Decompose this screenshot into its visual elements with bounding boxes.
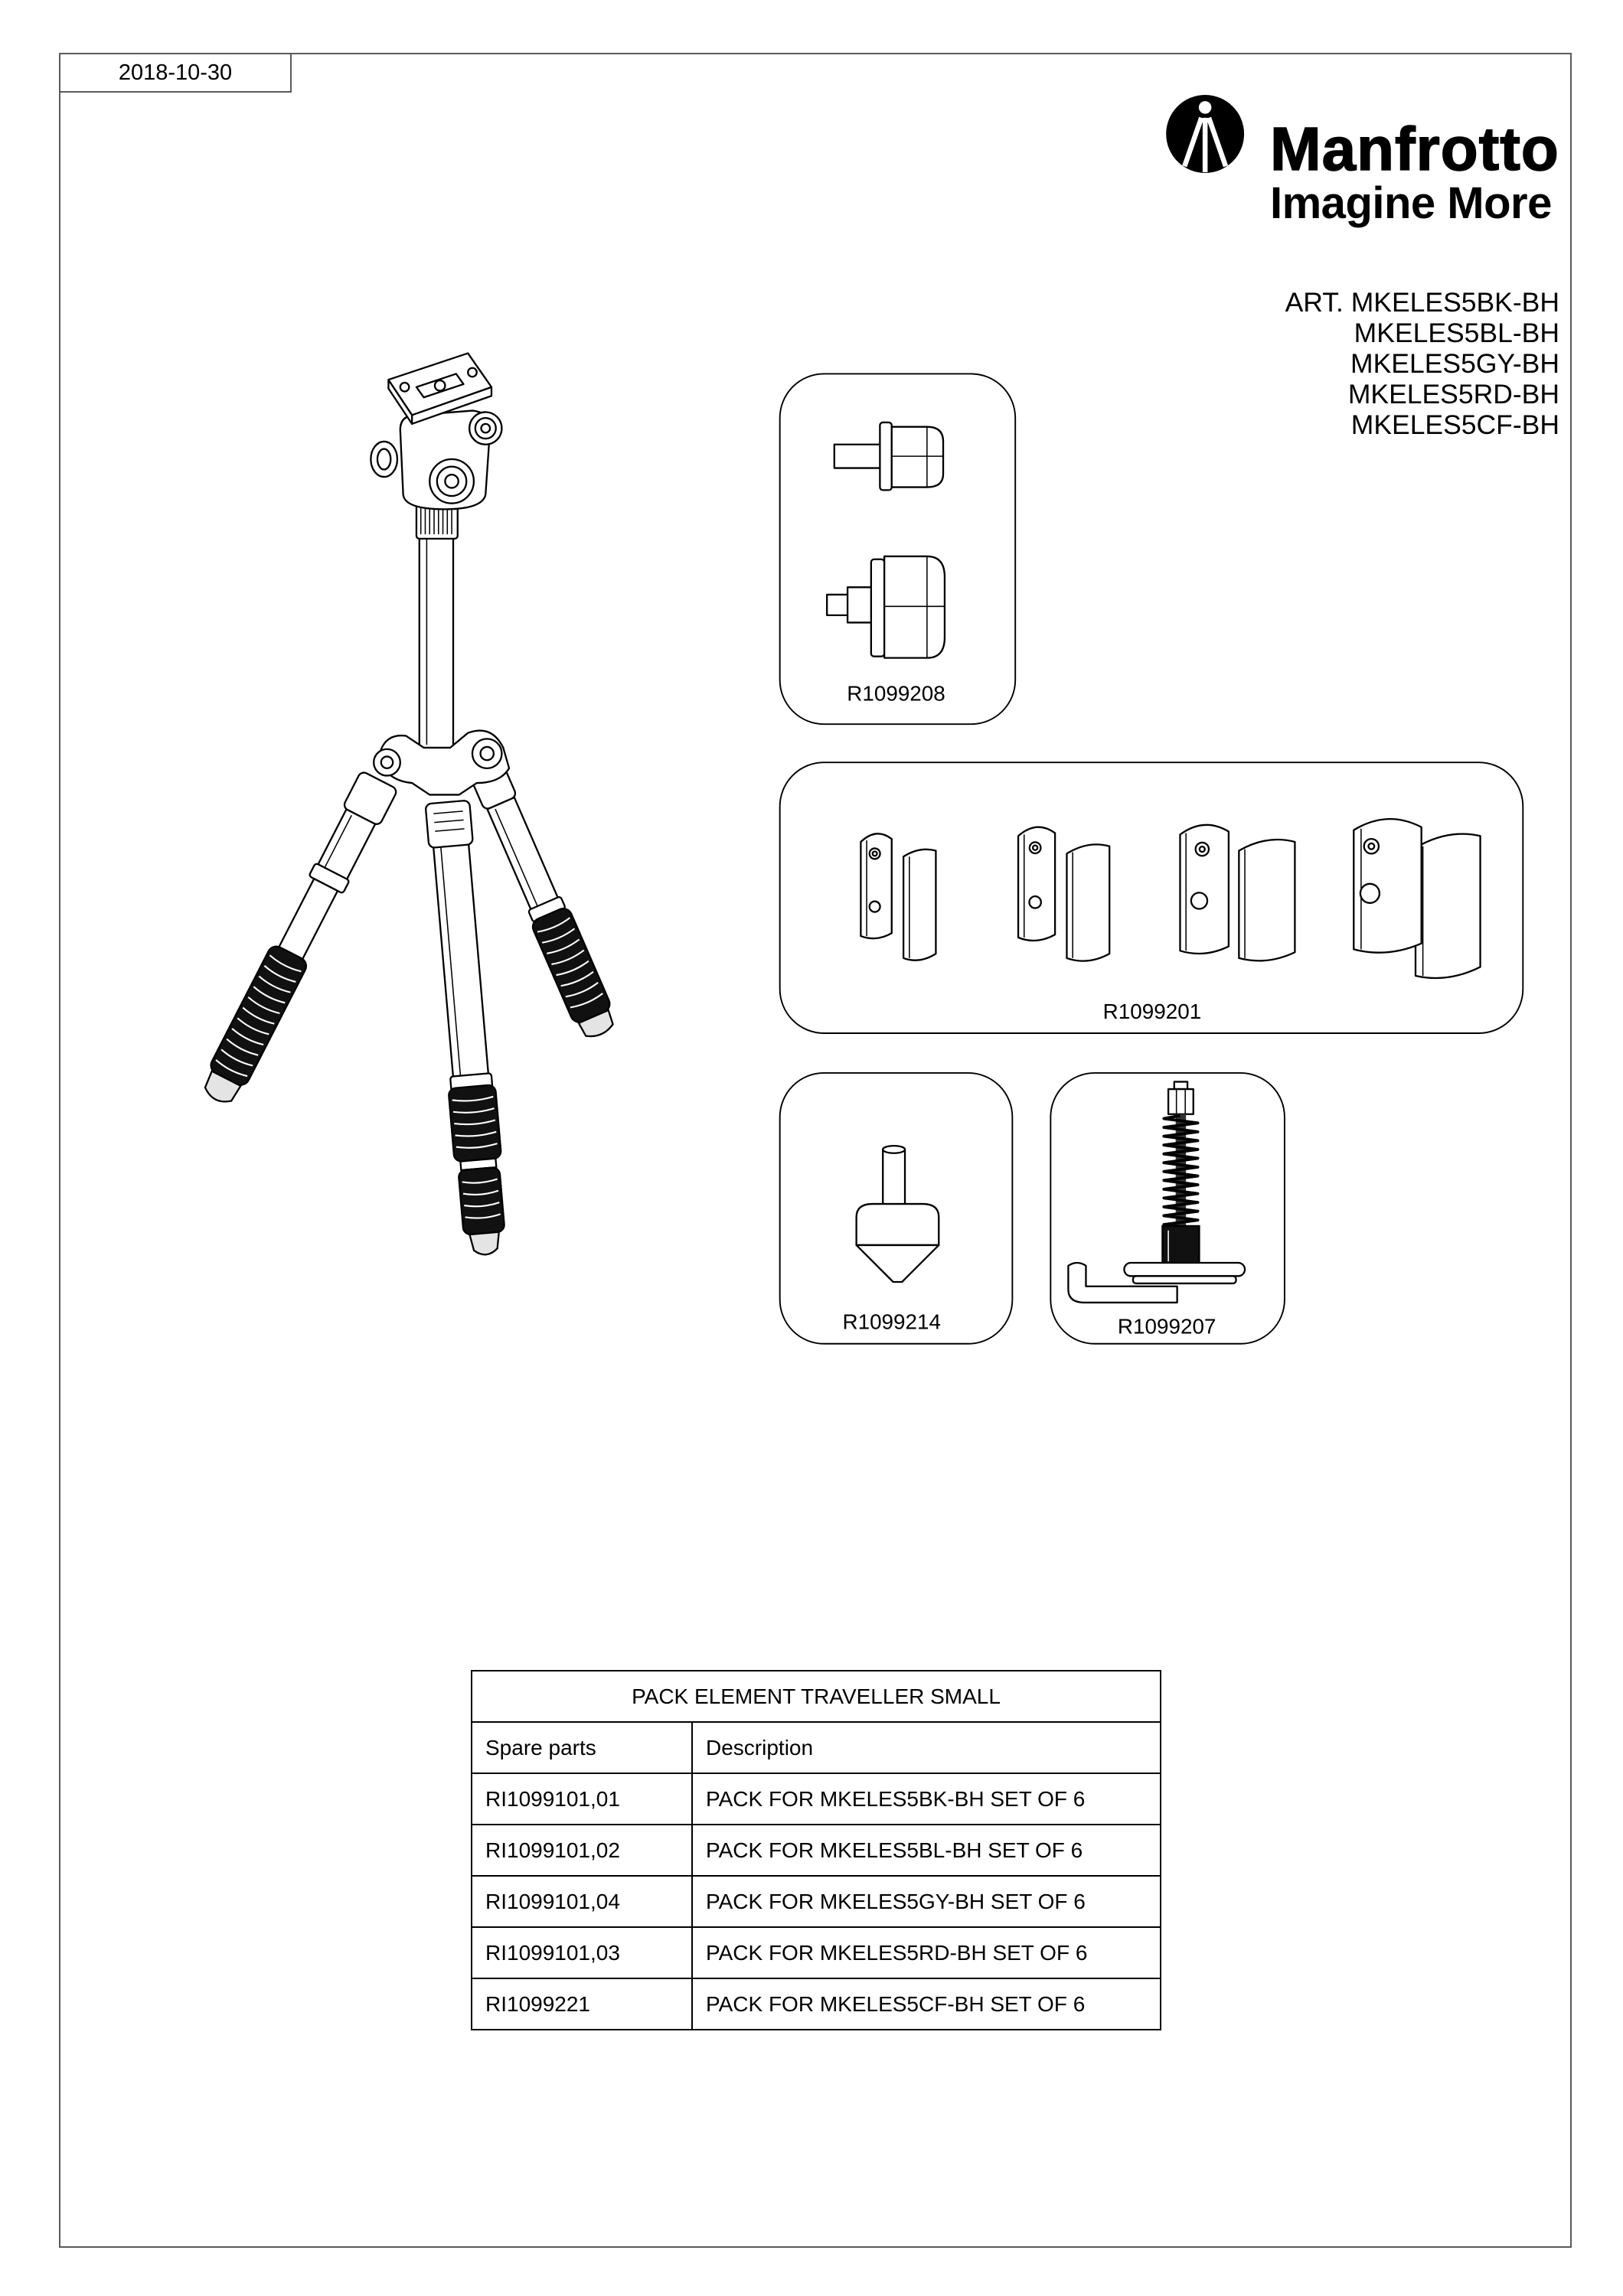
part-code-label: R1099214 <box>842 1309 942 1334</box>
spare-part-code: RI1099101,02 <box>472 1825 692 1876</box>
spare-part-description: PACK FOR MKELES5CF-BH SET OF 6 <box>692 1978 1161 2030</box>
spare-part-description: PACK FOR MKELES5BK-BH SET OF 6 <box>692 1773 1161 1825</box>
article-line: MKELES5RD-BH <box>1347 379 1559 409</box>
part-box-knobs <box>780 373 1016 724</box>
article-line: MKELES5GY-BH <box>1350 348 1559 379</box>
spare-part-code: RI1099221 <box>472 1978 692 2030</box>
logo-tripod-head <box>1199 101 1212 114</box>
part-code-label: R1099201 <box>1102 999 1202 1023</box>
article-line: MKELES5BL-BH <box>1354 318 1559 348</box>
document-date: 2018-10-30 <box>59 53 292 93</box>
ball-head <box>371 354 501 539</box>
table-title-row <box>472 1671 1161 1722</box>
leg-foot <box>469 1232 501 1256</box>
spare-parts-table <box>471 1670 1161 2030</box>
leg-front <box>424 800 510 1256</box>
manfrotto-tripod-logo-icon <box>1166 95 1244 173</box>
brand-tagline: Imagine More <box>1270 178 1552 228</box>
part-code-label: R1099207 <box>1117 1314 1216 1339</box>
spare-part-description: PACK FOR MKELES5GY-BH SET OF 6 <box>692 1876 1161 1927</box>
column-header-description: Description <box>692 1722 1161 1773</box>
leg-tube <box>278 879 338 961</box>
leg-left <box>198 771 398 1109</box>
tripod-illustration <box>198 354 620 1257</box>
leg-angle-lock <box>426 801 473 848</box>
article-line: MKELES5CF-BH <box>1350 409 1559 440</box>
leg-tube <box>433 842 488 1080</box>
center-column <box>420 536 453 751</box>
spare-part-code: RI1099101,01 <box>472 1773 692 1825</box>
leg-right <box>467 760 620 1042</box>
column-header-spare-parts: Spare parts <box>472 1722 692 1773</box>
table-row <box>472 1825 1161 1876</box>
spare-part-description: PACK FOR MKELES5RD-BH SET OF 6 <box>692 1927 1161 1978</box>
table-row <box>472 1978 1161 2030</box>
table-row <box>472 1927 1161 1978</box>
part-box-spring-screw <box>1050 1073 1285 1344</box>
part-code-label: R1099208 <box>847 681 945 706</box>
hex-nut <box>1168 1089 1194 1114</box>
spare-part-code: RI1099101,04 <box>472 1876 692 1927</box>
part-box-leg-clamps <box>780 762 1523 1033</box>
table-row <box>472 1773 1161 1825</box>
table-row <box>472 1876 1161 1927</box>
spare-part-code: RI1099101,03 <box>472 1927 692 1978</box>
brand-name: Manfrotto <box>1270 115 1559 183</box>
table-header-row <box>472 1722 1161 1773</box>
table-title: PACK ELEMENT TRAVELLER SMALL <box>472 1671 1161 1722</box>
mount-plate <box>1124 1263 1245 1276</box>
leg-grip <box>459 1167 505 1235</box>
part-box-spike-foot <box>780 1073 1013 1344</box>
spare-part-description: PACK FOR MKELES5BL-BH SET OF 6 <box>692 1825 1161 1876</box>
article-line: ART. MKELES5BK-BH <box>1285 287 1559 318</box>
